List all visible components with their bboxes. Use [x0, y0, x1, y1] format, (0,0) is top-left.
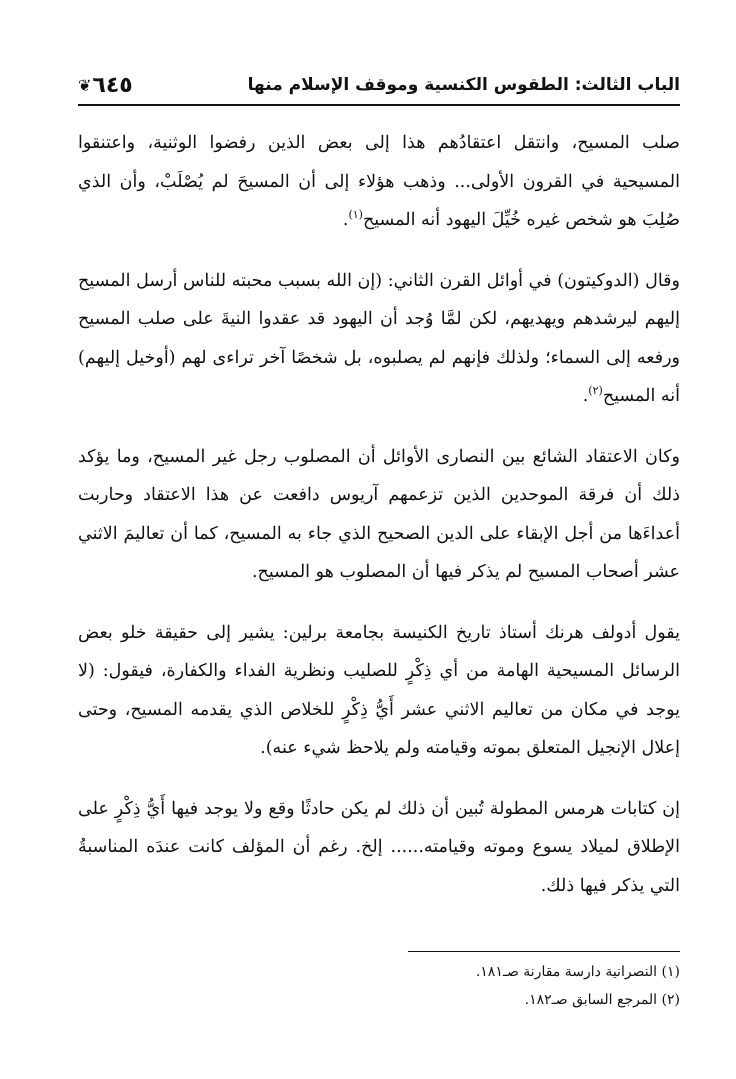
ornament-icon: ❦	[78, 75, 92, 95]
paragraph-1	[78, 124, 680, 240]
paragraph-4	[78, 614, 680, 768]
paragraph-2-tail: .	[582, 386, 589, 406]
page-header	[78, 68, 680, 102]
paragraph-1-tail: .	[342, 210, 349, 230]
paragraph-1-text: صلب المسيح، وانتقل اعتقادُهم هذا إلى بعض الذين رفضوا الوثنية، واعتنقوا المسيحية في القرون الأولى... وذهب هؤلاء إلى أن المسيحَ لم يُصْلَبْ، وأن الذي صُلِبَ هو شخص غيره خُيِّلَ اليهود أنه المسيح	[78, 133, 680, 230]
footnote-2: (٢) المرجع السابق صـ١٨٢.	[524, 992, 680, 1008]
footnote-1: (١) النصرانية دارسة مقارنة صـ١٨١.	[475, 964, 680, 980]
page-number: ٦٤٥	[92, 72, 133, 98]
paragraph-5	[78, 790, 680, 906]
paragraph-5-text: إن كتابات هرمس المطولة تُبين أن ذلك لم يكن حادثًا وقع ولا يوجد فيها أَيُّ ذِكْرٍ على الإطلاق لميلاد يسوع وموته وقيامته...... إلخ. رغم أن المؤلف كانت عندَه المناسبةُ التي يذكر فيها ذلك.	[78, 798, 680, 896]
paragraph-4-text: يقول أدولف هرنك أستاذ تاريخ الكنيسة بجامعة برلين: يشير إلى حقيقة خلو بعض الرسائل المسيحية الهامة من أي ذِكْرٍ للصليب ونظرية الفداء والكفارة، فيقول: (لا يوجد في مكان من تعاليم الاثني عشر أَيُّ ذِكْرٍ للخلاص الذي يقدمه المسيح، وحتى إعلال الإنجيل المتعلق بموته وقيامته ولم يلاحظ شيء عنه).	[78, 622, 680, 758]
paragraph-3	[78, 438, 680, 592]
footnote-ref-2: (٢)	[588, 384, 603, 398]
paragraph-3-text: وكان الاعتقاد الشائع بين النصارى الأوائل أن المصلوب رجل غير المسيح، وما يؤكد ذلك أن فرقة الموحدين الذين تزعمهم آريوس دافعت عن هذا الاعتقاد وحاربت أعداءَها من أجل الإبقاء على الدين الصحيح الذي جاء به المسيح، كما أن تعاليمَ الاثني عشر أصحاب المسيح لم يذكر فيها أن المصلوب هو المسيح.	[78, 446, 680, 582]
body-text	[78, 124, 680, 927]
footnotes	[78, 958, 680, 1014]
chapter-title: الباب الثالث: الطقوس الكنسية وموقف الإسلام منها	[247, 75, 680, 95]
footnote-divider	[408, 951, 680, 952]
footnote-ref-1: (١)	[348, 208, 363, 222]
header-divider	[78, 104, 680, 106]
page-number-block	[78, 73, 133, 98]
paragraph-2	[78, 262, 680, 416]
paragraph-2-text: وقال (الدوكيتون) في أوائل القرن الثاني: (إن الله بسبب محبته للناس أرسل المسيح إليهم ليرشدهم ويهديهم، لكن لمَّا وُجد أن اليهود قد عقدوا النيةَ على صلب المسيح ورفعه إلى السماء؛ ولذلك فإنهم لم يصلبوه، بل شخصًا آخر تراءى لهم (أوخيل إليهم) أنه المسيح	[78, 270, 680, 406]
